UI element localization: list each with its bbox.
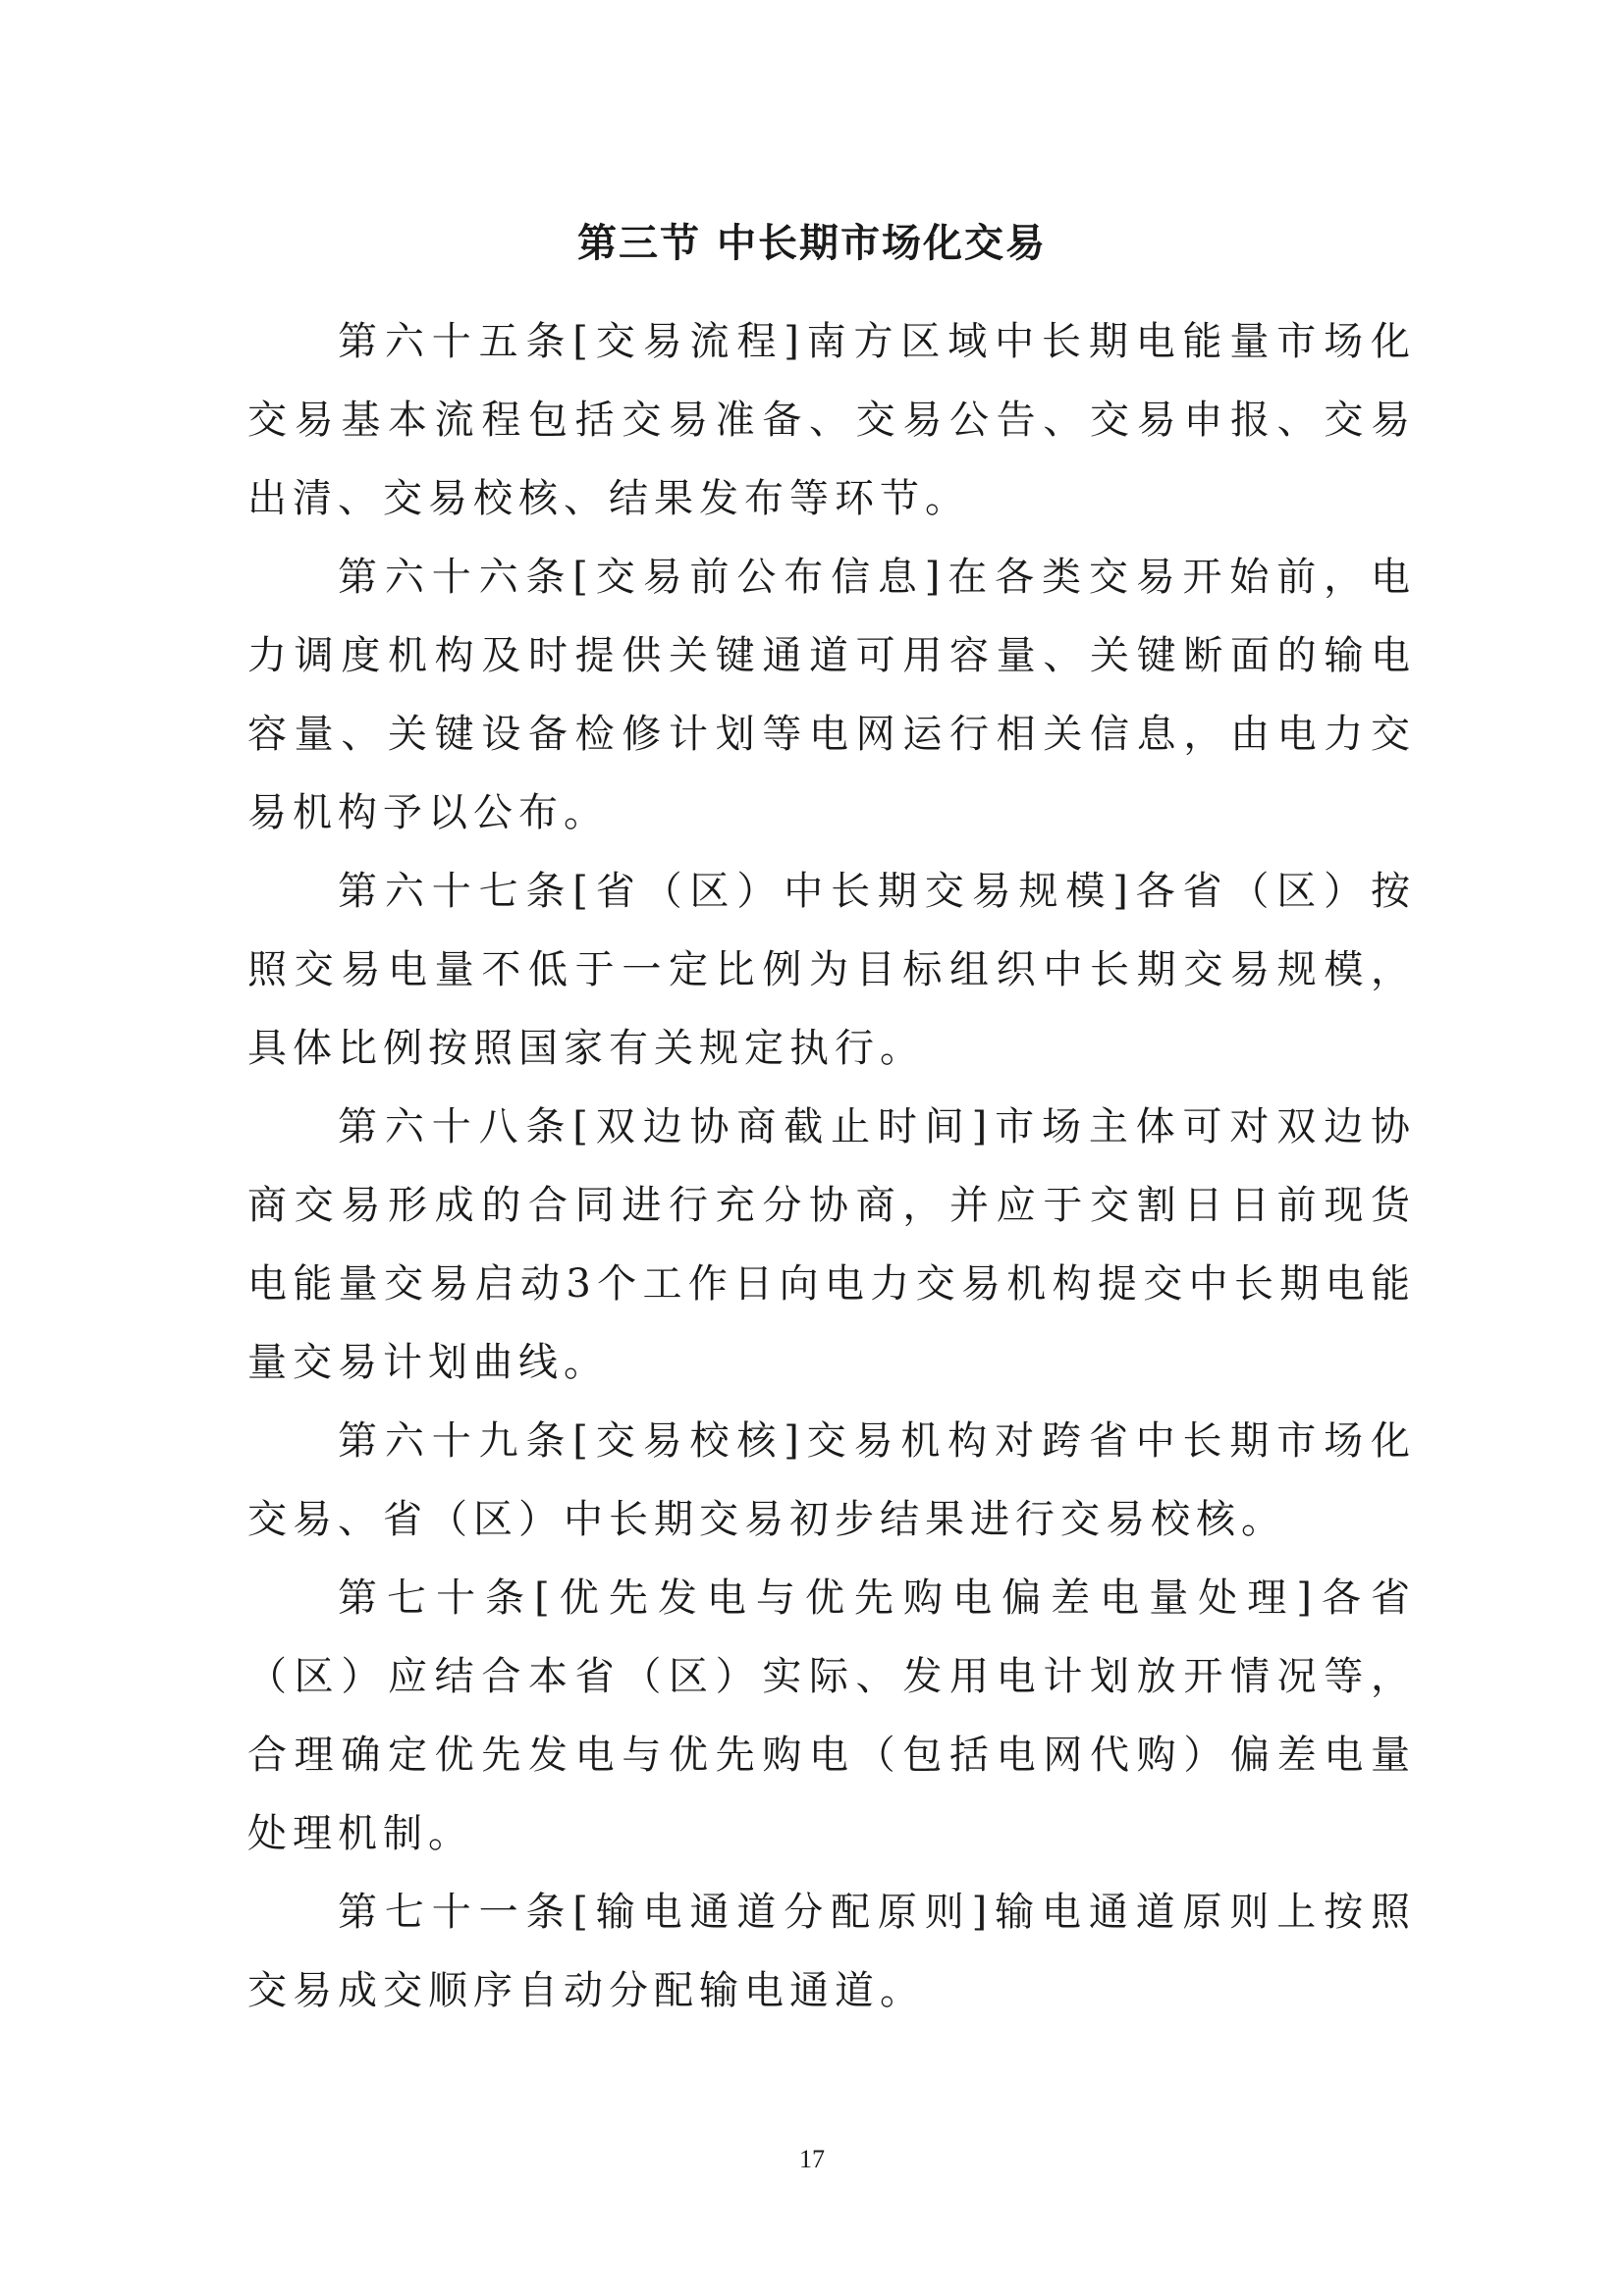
- page-number: 17: [799, 2145, 825, 2173]
- section-title: 第三节 中长期市场化交易: [577, 220, 1047, 266]
- article-67: 第六十七条[省（区）中长期交易规模]各省（区）按照交易电量不低于一定比例为目标组织中长期交易规模，具体比例按照国家有关规定执行。: [247, 869, 1416, 1071]
- article-65: 第六十五条[交易流程]南方区域中长期电能量市场化交易基本流程包括交易准备、交易公告、交易申报、交易出清、交易校核、结果发布等环节。: [247, 319, 1416, 521]
- article-66: 第六十六条[交易前公布信息]在各类交易开始前，电力调度机构及时提供关键通道可用容量、关键断面的输电容量、关键设备检修计划等电网运行相关信息，由电力交易机构予以公布。: [247, 555, 1416, 835]
- document-body: [247, 302, 1416, 2030]
- article-68: 第六十八条[双边协商截止时间]市场主体可对双边协商交易形成的合同进行充分协商，并应于交割日日前现货电能量交易启动3个工作日向电力交易机构提交中长期电能量交易计划曲线。: [247, 1104, 1416, 1385]
- article-71: 第七十一条[输电通道分配原则]输电通道原则上按照交易成交顺序自动分配输电通道。: [247, 1890, 1416, 2013]
- article-69: 第六十九条[交易校核]交易机构对跨省中长期市场化交易、省（区）中长期交易初步结果进行交易校核。: [247, 1418, 1416, 1542]
- article-70: 第七十条[优先发电与优先购电偏差电量处理]各省（区）应结合本省（区）实际、发用电计划放开情况等，合理确定优先发电与优先购电（包括电网代购）偏差电量处理机制。: [247, 1575, 1416, 1856]
